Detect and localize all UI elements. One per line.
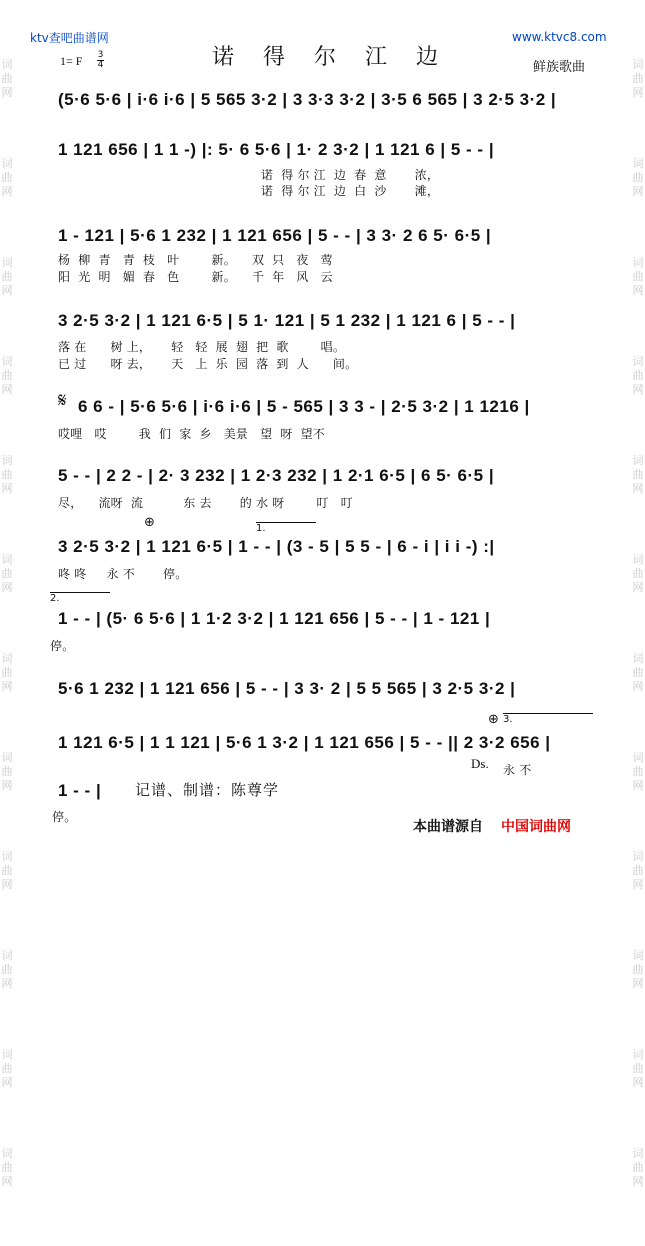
lyric-line-2a: 诺 得 尔 江 边 春 意 浓， <box>261 168 440 182</box>
watermark-glyphs: 词曲网 <box>632 157 644 198</box>
lyric-line-10: 永 不 <box>503 763 532 777</box>
lyric-line-4a: 落 在 树 上， 轻 轻 展 翅 把 歌 唱。 <box>58 340 346 354</box>
source-site-left[interactable]: ktv查吧曲谱网 <box>30 31 109 45</box>
watermark-glyphs: 词曲网 <box>632 256 644 297</box>
lyric-line-4b: 已 过 呀 去， 天 上 乐 园 落 到 人 间。 <box>58 357 358 371</box>
watermark-glyphs: 词曲网 <box>632 454 644 495</box>
time-signature <box>97 51 104 70</box>
watermark-glyphs: 词曲网 <box>1 751 13 792</box>
watermark-glyphs: 词曲网 <box>1 850 13 891</box>
watermark-glyphs: 词曲网 <box>632 553 644 594</box>
source-site-right[interactable]: www.ktvc8.com <box>512 30 607 44</box>
lyric-line-3a: 杨 柳 青 青 枝 叶 新。 双 只 夜 莺 <box>58 253 333 267</box>
notation-line-2: 1 121 656 | 1 1 -) |: 5· 6 5·6 | 1· 2 3·2 | 1 121 6 | 5 - - | <box>58 140 495 159</box>
watermark-glyphs: 词曲网 <box>1 1048 13 1089</box>
watermark-glyphs: 词曲网 <box>1 1147 13 1188</box>
watermark-glyphs: 词曲网 <box>1 553 13 594</box>
watermark-glyphs: 词曲网 <box>1 454 13 495</box>
notation-line-7: 3 2·5 3·2 | 1 121 6·5 | 1 - - | (3 - 5 | 5 5 - | 6 - i | i i -) :| <box>58 537 495 556</box>
notation-line-9: 5·6 1 232 | 1 121 656 | 5 - - | 3 3· 2 | 5 5 565 | 3 2·5 3·2 | <box>58 679 516 698</box>
notation-line-1: (5·6 5·6 | i·6 i·6 | 5 565 3·2 | 3 3·3 3·2 | 3·5 6 565 | 3 2·5 3·2 | <box>58 90 557 109</box>
volta-2: 2. <box>50 592 110 601</box>
notation-line-11: 1 - - | <box>58 781 102 800</box>
watermark-glyphs: 词曲网 <box>1 157 13 198</box>
song-title: 诺 得 尔 江 边 <box>212 45 449 70</box>
watermark-right <box>632 58 644 1246</box>
lyric-line-2b: 诺 得 尔 江 边 白 沙 滩， <box>261 184 440 198</box>
volta-1: 1. <box>256 522 316 531</box>
watermark-glyphs: 词曲网 <box>632 949 644 990</box>
lyric-line-5: 哎哩 哎 我 们 家 乡 美景 望 呀 望不 <box>58 427 325 441</box>
watermark-glyphs: 词曲网 <box>632 850 644 891</box>
source-footer-prefix: 本曲谱源自 <box>413 819 483 835</box>
notation-line-5: 6 6 - | 5·6 5·6 | i·6 i·6 | 5 - 565 | 3 3 - | 2·5 3·2 | 1 1216 | <box>78 397 530 416</box>
watermark-glyphs: 词曲网 <box>632 1048 644 1089</box>
segno-sign: 𝄋 <box>58 388 67 412</box>
notation-line-3: 1 - 121 | 5·6 1 232 | 1 121 656 | 5 - - | 3 3· 2 6 5· 6·5 | <box>58 226 492 245</box>
source-footer <box>413 816 571 836</box>
watermark-glyphs: 词曲网 <box>632 751 644 792</box>
genre-label: 鲜族歌曲 <box>533 60 586 75</box>
coda-sign-2: ⊕ <box>488 712 499 727</box>
watermark-glyphs: 词曲网 <box>632 1147 644 1188</box>
ds-marking: Ds. <box>471 756 489 771</box>
notation-line-8: 1 - - | (5· 6 5·6 | 1 1·2 3·2 | 1 121 656 | 5 - - | 1 - 121 | <box>58 609 491 628</box>
watermark-glyphs: 词曲网 <box>632 652 644 693</box>
time-signature-bottom: 4 <box>97 60 104 70</box>
coda-sign-1: ⊕ <box>144 515 155 530</box>
watermark-glyphs: 词曲网 <box>632 355 644 396</box>
watermark-left <box>1 58 13 1246</box>
time-signature-top: 3 <box>97 50 104 60</box>
source-footer-site[interactable]: 中国词曲网 <box>501 819 571 835</box>
notation-line-4: 3 2·5 3·2 | 1 121 6·5 | 5 1· 121 | 5 1 232 | 1 121 6 | 5 - - | <box>58 311 516 330</box>
watermark-glyphs: 词曲网 <box>1 949 13 990</box>
notation-line-10: 1 121 6·5 | 1 1 121 | 5·6 1 3·2 | 1 121 656 | 5 - - || 2 3·2 656 | <box>58 733 551 752</box>
watermark-glyphs: 词曲网 <box>1 355 13 396</box>
key-signature: 1= F <box>60 54 83 68</box>
volta-3: 3. <box>503 713 593 722</box>
watermark-glyphs: 词曲网 <box>632 58 644 99</box>
lyric-line-11: 停。 <box>52 810 77 824</box>
watermark-glyphs: 词曲网 <box>1 58 13 99</box>
lyric-line-6: 尽， 流呀 流 东 去 的 水 呀 叮 叮 <box>58 496 353 510</box>
lyric-line-7: 咚 咚 永 不 停。 <box>58 567 188 581</box>
lyric-line-8: 停。 <box>50 639 75 653</box>
lyric-line-3b: 阳 光 明 媚 春 色 新。 千 年 风 云 <box>58 270 333 284</box>
watermark-glyphs: 词曲网 <box>1 256 13 297</box>
notation-line-6: 5 - - | 2 2 - | 2· 3 232 | 1 2·3 232 | 1 2·1 6·5 | 6 5· 6·5 | <box>58 466 495 485</box>
watermark-glyphs: 词曲网 <box>1 652 13 693</box>
transcriber-credit: 记谱、制谱：陈尊学 <box>135 781 280 799</box>
